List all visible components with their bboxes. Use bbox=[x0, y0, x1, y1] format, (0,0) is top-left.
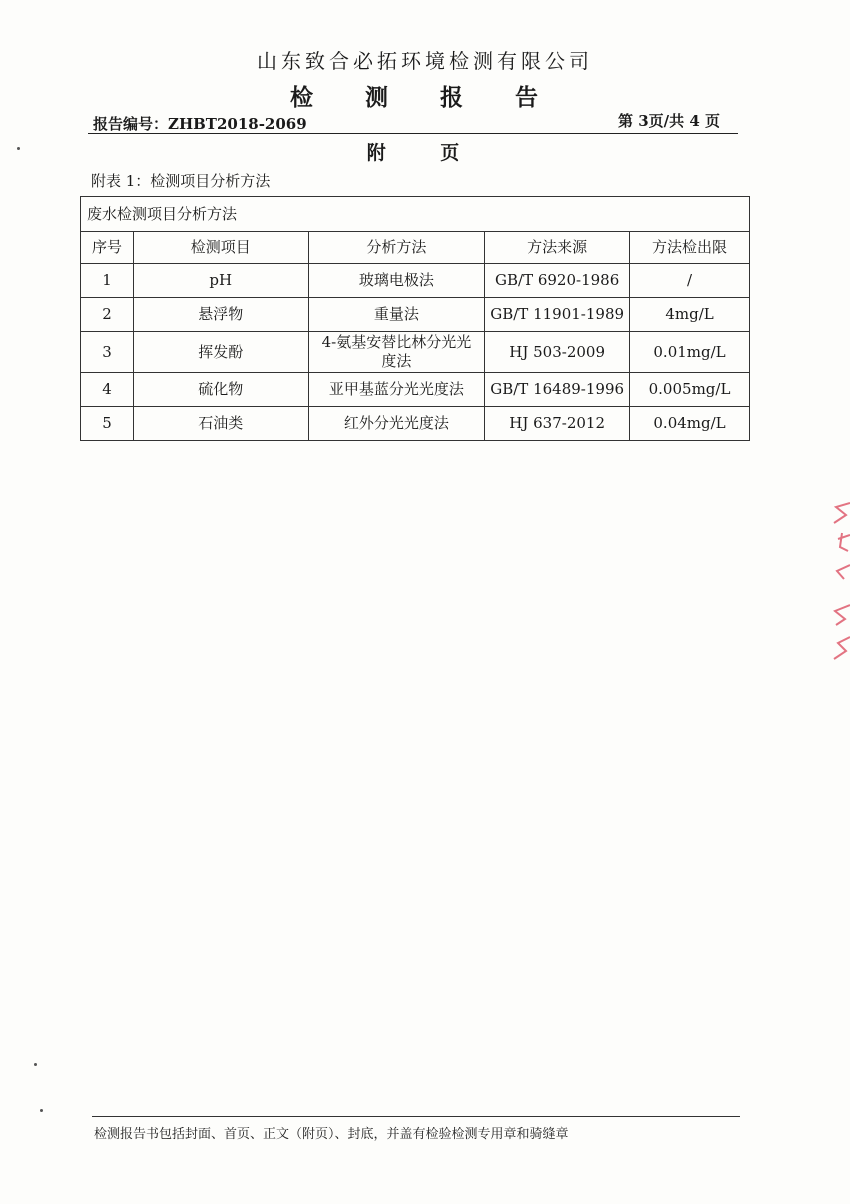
row-number: 1 bbox=[81, 264, 134, 298]
column-header: 分析方法 bbox=[308, 232, 485, 264]
table-row bbox=[81, 298, 750, 332]
test-item: 石油类 bbox=[133, 407, 308, 441]
row-number: 2 bbox=[81, 298, 134, 332]
detection-limit: 4mg/L bbox=[630, 298, 750, 332]
column-header: 检测项目 bbox=[133, 232, 308, 264]
header-divider bbox=[88, 133, 738, 134]
detection-limit: 0.01mg/L bbox=[630, 332, 750, 373]
method-source: HJ 503-2009 bbox=[485, 332, 630, 373]
method-source: GB/T 16489-1996 bbox=[485, 373, 630, 407]
table-row bbox=[81, 332, 750, 373]
analysis-method: 玻璃电极法 bbox=[308, 264, 485, 298]
report-title: 检 测 报 告 bbox=[289, 84, 561, 111]
detection-limit: 0.005mg/L bbox=[630, 373, 750, 407]
report-number: 报告编号：ZHBT2018-2069 bbox=[93, 115, 307, 133]
row-number: 5 bbox=[81, 407, 134, 441]
row-number: 3 bbox=[81, 332, 134, 373]
test-item: 悬浮物 bbox=[133, 298, 308, 332]
paper-speck bbox=[34, 1063, 37, 1066]
paper-speck bbox=[40, 1109, 43, 1112]
table-row bbox=[81, 407, 750, 441]
row-number: 4 bbox=[81, 373, 134, 407]
company-name: 山东致合必拓环境检测有限公司 bbox=[257, 49, 593, 73]
table-group-title: 废水检测项目分析方法 bbox=[81, 197, 750, 232]
table-header-row bbox=[81, 232, 750, 264]
analysis-method: 4-氨基安替比林分光光度法 bbox=[308, 332, 485, 373]
detection-limit: 0.04mg/L bbox=[630, 407, 750, 441]
footer-note: 检测报告书包括封面、首页、正文（附页）、封底，并盖有检验检测专用章和骑缝章 bbox=[94, 1127, 569, 1142]
paging-seal-fragment bbox=[824, 495, 850, 665]
column-header: 序号 bbox=[81, 232, 134, 264]
analysis-method: 亚甲基蓝分光光度法 bbox=[308, 373, 485, 407]
table-caption: 附表 1：检测项目分析方法 bbox=[91, 172, 271, 190]
method-source: HJ 637-2012 bbox=[485, 407, 630, 441]
analysis-method: 重量法 bbox=[308, 298, 485, 332]
analysis-methods-table bbox=[80, 196, 750, 441]
table-row bbox=[81, 373, 750, 407]
column-header: 方法检出限 bbox=[630, 232, 750, 264]
footer-divider bbox=[92, 1116, 740, 1117]
detection-limit: / bbox=[630, 264, 750, 298]
column-header: 方法来源 bbox=[485, 232, 630, 264]
test-item: 挥发酚 bbox=[133, 332, 308, 373]
test-item: 硫化物 bbox=[133, 373, 308, 407]
paper-speck bbox=[17, 147, 20, 150]
method-source: GB/T 11901-1989 bbox=[485, 298, 630, 332]
page-number: 第 3页/共 4 页 bbox=[617, 112, 720, 130]
method-source: GB/T 6920-1986 bbox=[485, 264, 630, 298]
table-group-row bbox=[81, 197, 750, 232]
table-row bbox=[81, 264, 750, 298]
test-item: pH bbox=[133, 264, 308, 298]
analysis-method: 红外分光光度法 bbox=[308, 407, 485, 441]
appendix-title: 附 页 bbox=[366, 142, 484, 164]
